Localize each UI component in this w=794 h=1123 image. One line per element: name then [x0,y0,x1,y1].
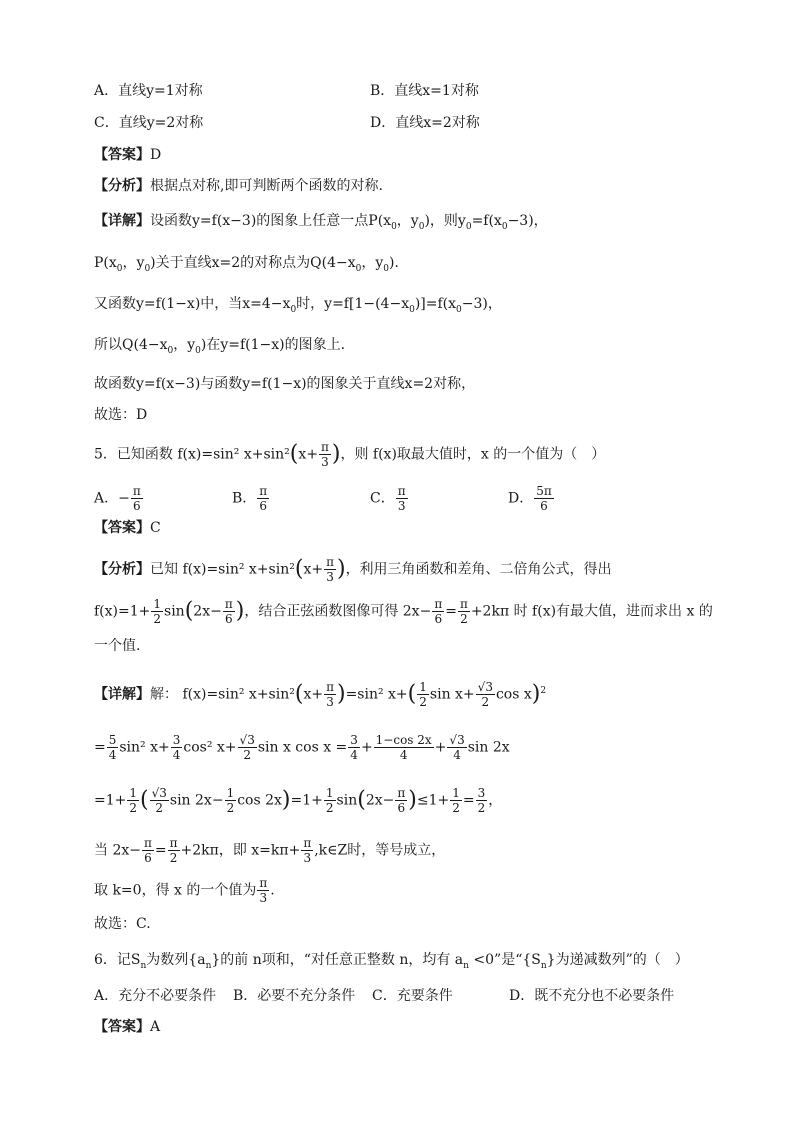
q6-option-a: A．充分不必要条件 [94,988,217,1004]
q5-stem [94,440,605,469]
detail-tag: 【详解】 [94,213,150,229]
text: ≤1+ [416,792,450,809]
text: )在y=f(1−x)的图象上． [200,337,355,353]
sub: 0 [116,263,123,274]
text: P(x [94,255,117,271]
text: −3)， [507,213,548,229]
text: ，y [122,255,145,271]
text: 为数列{a [146,952,206,968]
text: ，y [396,213,419,229]
sub: n [540,960,547,971]
fraction: $\frac{1}{2}$ [129,786,138,815]
sub: 0 [167,345,174,356]
q6-option-c: C．充要条件 [372,988,453,1004]
answer-value: A [150,1019,161,1035]
fraction: $\frac{√3}{4}$ [449,733,465,762]
answer-value: C [150,520,161,536]
q6-option-d: D．既不充分也不必要条件 [509,988,675,1004]
paren-open: ( [357,787,366,813]
text: sin [164,603,185,620]
sub: 0 [391,221,397,232]
q5-detail-line-3 [94,786,502,815]
sub: 0 [409,304,415,315]
text: =1+ [94,792,127,809]
fraction: $\frac{1}{2}$ [226,786,235,815]
text: ，y [173,337,196,353]
text: sin x+ [429,686,475,703]
sub: 0 [501,221,508,232]
text: )]=f(x [414,296,457,312]
q6-stem [94,950,689,976]
text: =f(x [471,213,502,229]
paren-close: ) [336,681,346,707]
sub: 0 [355,263,362,274]
q6-option-b: B．必要不充分条件 [233,988,356,1004]
text: f(x)=1+ [94,603,151,620]
text: 2x− [193,603,222,620]
paren-open: ( [140,787,149,813]
q4-detail-line-2 [94,253,409,279]
fraction: $\frac{\pi}{6}$ [224,597,233,626]
q4-detail-line-5: 故函数y=f(x−3)与函数y=f(1−x)的图象关于直线x=2对称， [94,376,476,392]
fraction: $\frac{\pi}{6}$ [434,597,443,626]
text: 2x− [365,792,395,809]
text: x+ [303,561,324,578]
paren-close: ) [531,681,541,707]
answer-value: D [150,147,162,163]
q4-detail-line-4 [94,335,355,361]
q4-detail-line-1 [94,211,548,237]
paren-open: ( [407,681,417,707]
fraction: $\frac{\pi}{6}$ [143,836,152,865]
fraction: $\frac{1}{2}$ [452,786,460,815]
text: cos x [495,686,532,703]
text: ，则 f(x)取最大值时，x 的一个值为（ ） [340,446,606,463]
text: + [434,739,447,756]
text: }的前 n项和，“对任意正整数 n，均有 a [211,952,464,968]
text: +2kπ，即 x=kπ+ [180,842,301,859]
fraction: $\frac{√3}{2}$ [239,733,255,762]
text: sin 2x− [169,792,224,809]
paren-open: ( [289,441,299,467]
text: =sin² x+ [345,686,408,703]
sub: 0 [465,221,472,232]
text: x+ [298,446,318,463]
paren-close: ) [331,441,341,467]
fraction: $\frac{\pi}{3}$ [259,876,268,905]
text: )，则y [424,213,466,229]
text: 所以Q(4−x [94,337,168,353]
text: 又函数y=f(1−x)中，当x=4−x [94,296,291,312]
q5-option-c: C． $\frac{\pi}{3}$ [370,484,406,513]
text: ，y [361,255,384,271]
text: ,k∈Z时，等号成立， [314,842,446,859]
paren-open: ( [184,598,194,624]
paren-close: ) [336,556,346,582]
q5-analysis-line-2 [94,597,713,626]
text: = [445,603,457,620]
fraction: $\frac{\pi}{6}$ [397,786,406,815]
q4-option-d: D．直线x=2对称 [370,115,480,131]
text: =1+ [290,792,323,809]
text: )． [389,255,409,271]
text: ，利用三角函数和差角、二倍角公式，得出 [345,561,612,578]
fraction: $\frac{1-\cos 2x}{4}$ [375,733,432,762]
text: = [154,842,167,859]
paren-close: ) [281,787,291,813]
text: ， [488,792,503,809]
q5-detail-line-5 [94,876,275,905]
superscript: 2 [540,685,547,696]
text: sin 2x [467,739,510,756]
fraction: $\frac{1}{2}$ [153,597,162,626]
q4-answer [94,145,161,165]
q4-option-a: A．直线y=1对称 [94,83,203,99]
q5-option-a: A．− $\frac{\pi}{6}$ [94,484,141,513]
q5-detail-line-1 [94,680,546,709]
q5-analysis-line-3: 一个值. [94,638,141,654]
fraction: $\frac{1}{2}$ [325,786,334,815]
text: sin [336,792,358,809]
sub: 0 [144,263,151,274]
analysis-tag: 【分析】 [94,178,150,194]
sub: 0 [195,345,201,356]
text: cos² x+ [183,739,237,756]
fraction: $\frac{\pi}{2}$ [459,597,468,626]
text: 时，y=f[1−(4−x [296,296,410,312]
fraction: $\frac{\pi}{3}$ [326,555,334,584]
fraction: $\frac{\pi}{2}$ [169,836,178,865]
text: 设函数y=f(x−3)的图象上任意一点P(x [150,213,392,229]
text: 取 k=0，得 x 的一个值为 [94,882,257,899]
text: = [462,792,475,809]
sub: n [140,960,147,971]
q5-analysis-line-1 [94,555,612,584]
fraction: $\frac{3}{2}$ [477,786,486,815]
q5-option-d: D． $\frac{5\pi}{6}$ [508,484,552,513]
paren-close: ) [235,598,245,624]
q6-answer [94,1017,160,1037]
q4-detail-line-3 [94,294,502,320]
fraction: $\frac{√3}{2}$ [151,786,167,815]
analysis-tag: 【分析】 [94,561,150,578]
fraction: $\frac{1}{2}$ [419,680,427,709]
text: sin x cos x = [257,739,348,756]
text: x+ [303,686,324,703]
fraction: $\frac{\pi}{3}$ [326,680,334,709]
q5-detail-line-2 [94,733,510,762]
text: sin² x+ [119,739,170,756]
text: 解： f(x)=sin² x+sin² [150,686,295,703]
fraction: $\frac{5}{4}$ [108,733,117,762]
text: <0”是“{S [468,952,541,968]
text: −3)， [461,296,502,312]
sub: n [205,960,212,971]
sub: 0 [383,263,390,274]
text: 6．记S [94,952,141,968]
q4-option-b: B．直线x=1对称 [370,83,479,99]
answer-tag: 【答案】 [94,520,150,536]
paren-open: ( [294,681,304,707]
q4-option-c: C．直线y=2对称 [94,115,204,131]
text: 当 2x− [94,842,141,859]
q5-answer [94,518,161,538]
sub: n [463,960,469,971]
q4-analysis [94,176,383,196]
text: cos 2x [237,792,282,809]
text: + [360,739,373,756]
text: }为递减数列”的（ ） [546,952,689,968]
text: +2kπ 时 f(x)有最大值，进而求出 x 的 [470,603,713,620]
paren-close: ) [408,787,417,813]
text: 5．已知函数 f(x)=sin² x+sin² [94,446,290,463]
q4-choose: 故选：D [94,407,148,423]
sub: 0 [418,221,425,232]
sub: 0 [456,304,462,315]
answer-tag: 【答案】 [94,1019,150,1035]
q5-option-b: B． $\frac{\pi}{6}$ [232,484,268,513]
q5-detail-line-4 [94,836,445,865]
detail-tag: 【详解】 [94,686,150,703]
text: = [94,739,106,756]
text: 已知 f(x)=sin² x+sin² [150,561,295,578]
sub: 0 [290,304,297,315]
fraction: $\frac{√3}{2}$ [477,680,493,709]
answer-tag: 【答案】 [94,147,150,163]
text: )关于直线x=2的对称点为Q(4−x [150,255,356,271]
text: . [270,882,275,899]
text: ，结合正弦函数图像可得 2x− [244,603,432,620]
analysis-text: 根据点对称,即可判断两个函数的对称. [150,178,383,194]
fraction: $\frac{3}{4}$ [172,733,181,762]
paren-open: ( [294,556,304,582]
fraction: $\frac{\pi}{3}$ [320,440,329,469]
q5-choose: 故选：C. [94,916,151,932]
fraction: $\frac{\pi}{3}$ [303,836,312,865]
fraction: $\frac{3}{4}$ [350,733,358,762]
